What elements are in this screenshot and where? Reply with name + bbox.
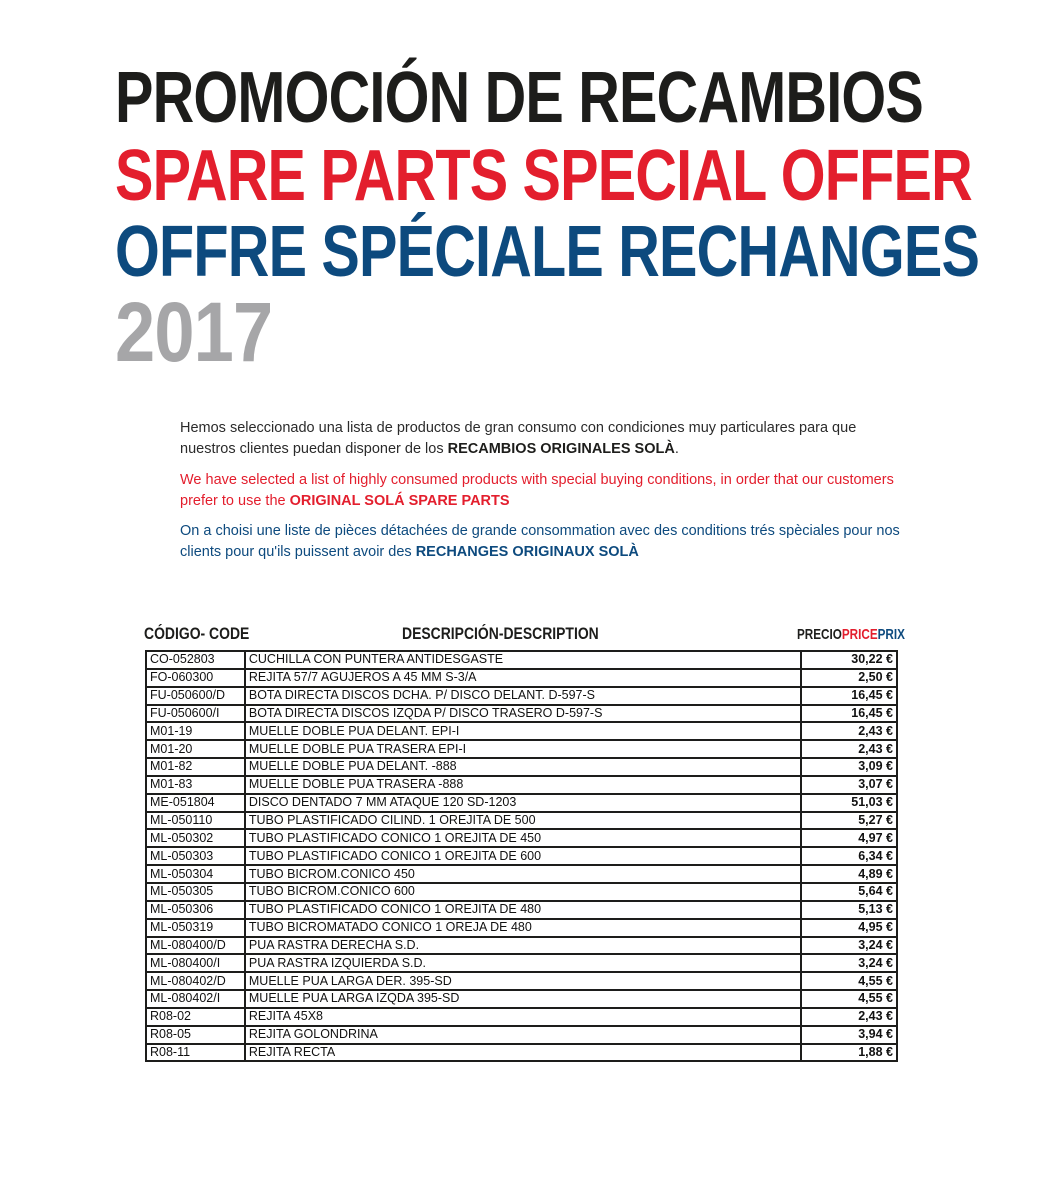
table-row	[146, 829, 897, 847]
part-description: PUA RASTRA DERECHA S.D.	[245, 937, 801, 955]
part-description: REJITA GOLONDRINA	[245, 1026, 801, 1044]
table-row	[146, 722, 897, 740]
part-price: 1,88 €	[801, 1044, 897, 1062]
part-code: R08-11	[146, 1044, 245, 1062]
part-code: ML-050304	[146, 865, 245, 883]
table-row	[146, 794, 897, 812]
intro-paragraph-spanish	[180, 418, 900, 460]
table-row	[146, 1044, 897, 1062]
part-code: M01-20	[146, 740, 245, 758]
table-row	[146, 865, 897, 883]
part-description: CUCHILLA CON PUNTERA ANTIDESGASTE	[245, 651, 801, 669]
intro-highlight-english: ORIGINAL SOLÁ SPARE PARTS	[289, 493, 510, 509]
part-code: M01-83	[146, 776, 245, 794]
part-description: REJITA 45X8	[245, 1008, 801, 1026]
part-price: 5,27 €	[801, 812, 897, 830]
part-description: BOTA DIRECTA DISCOS IZQDA P/ DISCO TRASERO D-597-S	[245, 705, 801, 723]
part-price: 4,95 €	[801, 919, 897, 937]
part-price: 16,45 €	[801, 705, 897, 723]
table-row	[146, 740, 897, 758]
part-description: MUELLE DOBLE PUA DELANT. -888	[245, 758, 801, 776]
table-row	[146, 776, 897, 794]
part-description: DISCO DENTADO 7 MM ATAQUE 120 SD-1203	[245, 794, 801, 812]
part-description: REJITA 57/7 AGUJEROS A 45 MM S-3/A	[245, 669, 801, 687]
part-price: 51,03 €	[801, 794, 897, 812]
part-price: 4,55 €	[801, 972, 897, 990]
table-row	[146, 1026, 897, 1044]
part-code: ML-080400/D	[146, 937, 245, 955]
part-code: ML-050306	[146, 901, 245, 919]
intro-text-spanish: Hemos seleccionado una lista de productos de gran consumo con condiciones muy particulares para que nuestros clientes puedan disponer de los	[180, 420, 857, 457]
column-header-price	[797, 626, 905, 643]
part-code: FO-060300	[146, 669, 245, 687]
part-description: MUELLE DOBLE PUA TRASERA -888	[245, 776, 801, 794]
part-price: 4,97 €	[801, 829, 897, 847]
part-price: 3,24 €	[801, 937, 897, 955]
part-description: TUBO BICROM.CONICO 600	[245, 883, 801, 901]
part-price: 3,09 €	[801, 758, 897, 776]
intro-highlight-spanish: RECAMBIOS ORIGINALES SOLÀ	[447, 441, 675, 457]
part-description: BOTA DIRECTA DISCOS DCHA. P/ DISCO DELANT. D-597-S	[245, 687, 801, 705]
part-code: M01-19	[146, 722, 245, 740]
table-row	[146, 669, 897, 687]
part-price: 2,50 €	[801, 669, 897, 687]
part-price: 5,64 €	[801, 883, 897, 901]
part-price: 30,22 €	[801, 651, 897, 669]
part-code: R08-02	[146, 1008, 245, 1026]
table-row	[146, 901, 897, 919]
part-description: TUBO PLASTIFICADO CONICO 1 OREJITA DE 450	[245, 829, 801, 847]
price-header-english: PRICE	[841, 626, 878, 643]
part-price: 3,94 €	[801, 1026, 897, 1044]
part-code: ML-050303	[146, 847, 245, 865]
part-description: MUELLE PUA LARGA IZQDA 395-SD	[245, 990, 801, 1008]
part-price: 4,55 €	[801, 990, 897, 1008]
table-row	[146, 883, 897, 901]
part-price: 6,34 €	[801, 847, 897, 865]
part-code: FU-050600/I	[146, 705, 245, 723]
table-row	[146, 812, 897, 830]
table-row	[146, 954, 897, 972]
table-row	[146, 1008, 897, 1026]
part-description: MUELLE PUA LARGA DER. 395-SD	[245, 972, 801, 990]
part-description: REJITA RECTA	[245, 1044, 801, 1062]
table-row	[146, 972, 897, 990]
table-row	[146, 687, 897, 705]
part-description: TUBO PLASTIFICADO CONICO 1 OREJITA DE 480	[245, 901, 801, 919]
headline-spanish: PROMOCIÓN DE RECAMBIOS	[115, 58, 924, 138]
part-description: TUBO PLASTIFICADO CILIND. 1 OREJITA DE 500	[245, 812, 801, 830]
intro-end-spanish: .	[674, 441, 679, 457]
part-code: ME-051804	[146, 794, 245, 812]
part-price: 2,43 €	[801, 740, 897, 758]
table-row	[146, 937, 897, 955]
table-row	[146, 758, 897, 776]
part-description: MUELLE DOBLE PUA TRASERA EPI-I	[245, 740, 801, 758]
intro-text-english: We have selected a list of highly consumed products with special buying conditions, in order that our customers prefer to use the	[180, 472, 894, 509]
intro-paragraph-french	[180, 521, 900, 563]
spare-parts-table	[145, 650, 898, 1062]
spare-parts-table-body	[146, 651, 897, 1061]
part-code: R08-05	[146, 1026, 245, 1044]
part-description: TUBO BICROM.CONICO 450	[245, 865, 801, 883]
part-price: 2,43 €	[801, 1008, 897, 1026]
part-description: TUBO PLASTIFICADO CONICO 1 OREJITA DE 600	[245, 847, 801, 865]
headline-french: OFFRE SPÉCIALE RECHANGES	[115, 212, 980, 292]
part-description: PUA RASTRA IZQUIERDA S.D.	[245, 954, 801, 972]
part-code: ML-050302	[146, 829, 245, 847]
part-description: TUBO BICROMATADO CONICO 1 OREJA DE 480	[245, 919, 801, 937]
part-description: MUELLE DOBLE PUA DELANT. EPI-I	[245, 722, 801, 740]
part-code: ML-050305	[146, 883, 245, 901]
price-header-spanish: PRECIO	[797, 626, 842, 643]
part-code: M01-82	[146, 758, 245, 776]
part-price: 2,43 €	[801, 722, 897, 740]
part-code: CO-052803	[146, 651, 245, 669]
headline-year: 2017	[115, 285, 273, 379]
intro-highlight-french: RECHANGES ORIGINAUX SOLÀ	[415, 544, 639, 560]
part-price: 5,13 €	[801, 901, 897, 919]
part-code: ML-080400/I	[146, 954, 245, 972]
part-price: 16,45 €	[801, 687, 897, 705]
part-price: 4,89 €	[801, 865, 897, 883]
intro-paragraph-english	[180, 470, 900, 512]
table-row	[146, 919, 897, 937]
part-code: ML-080402/I	[146, 990, 245, 1008]
table-row	[146, 847, 897, 865]
part-price: 3,24 €	[801, 954, 897, 972]
column-header-code: CÓDIGO- CODE	[144, 624, 250, 643]
price-header-french: PRIX	[877, 626, 905, 643]
table-row	[146, 990, 897, 1008]
table-row	[146, 651, 897, 669]
part-code: ML-050319	[146, 919, 245, 937]
part-code: ML-050110	[146, 812, 245, 830]
intro-text-french: On a choisi une liste de pièces détachées de grande consommation avec des conditions trés spèciales pour nos clients pour qu'ils puissent avoir des	[180, 523, 900, 560]
part-price: 3,07 €	[801, 776, 897, 794]
column-header-description: DESCRIPCIÓN-DESCRIPTION	[402, 624, 599, 643]
part-code: FU-050600/D	[146, 687, 245, 705]
part-code: ML-080402/D	[146, 972, 245, 990]
headline-english: SPARE PARTS SPECIAL OFFER	[115, 136, 972, 216]
table-row	[146, 705, 897, 723]
